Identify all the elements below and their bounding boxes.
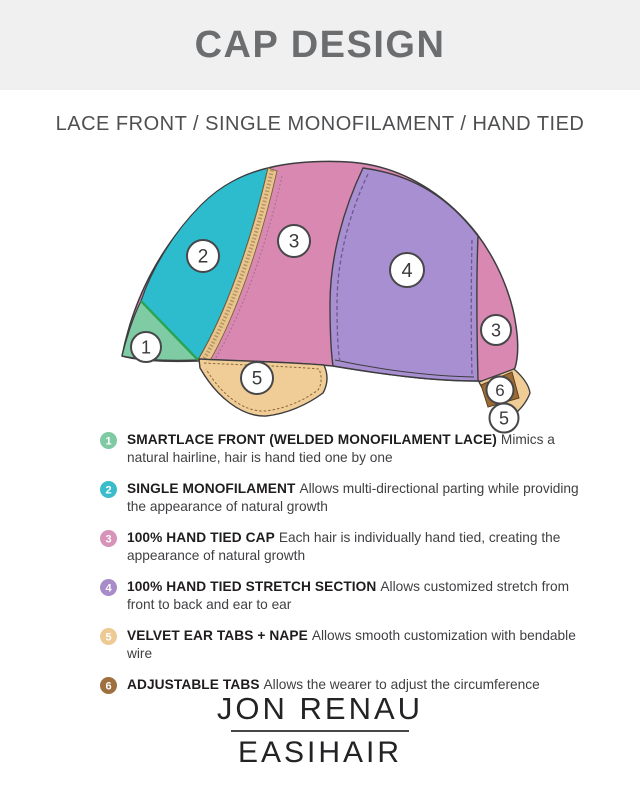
legend-bullet-4 <box>100 579 117 596</box>
legend-item-stretch-section <box>100 578 592 614</box>
legend-item-velvet-ear-tabs <box>100 627 592 663</box>
svg-text:1: 1 <box>105 435 112 448</box>
brand-divider <box>231 730 409 732</box>
legend-bullet-3 <box>100 530 117 547</box>
legend-label: VELVET EAR TABS + NAPE <box>127 628 308 643</box>
legend-bullet-5 <box>100 628 117 645</box>
svg-text:3: 3 <box>105 533 112 546</box>
brand-logo <box>0 691 640 770</box>
svg-text:4: 4 <box>401 260 413 282</box>
brand-name-bottom: EASIHAIR <box>237 736 403 769</box>
legend-description: Allows multi-directional parting while providing the appearance of natural growth <box>127 481 579 514</box>
cap-diagram <box>100 148 540 448</box>
callout-single-monofilament <box>187 240 219 272</box>
callout-adjustable-tabs <box>487 377 514 404</box>
legend-description: Each hair is individually hand tied, creating the appearance of natural growth <box>127 530 561 563</box>
svg-text:4: 4 <box>105 582 112 595</box>
callout-smartlace-front <box>131 332 161 362</box>
svg-text:6: 6 <box>105 680 112 693</box>
legend-bullet-1 <box>100 432 117 449</box>
legend-description: Allows the wearer to adjust the circumference <box>263 677 540 692</box>
svg-text:5: 5 <box>251 368 263 390</box>
header-band <box>0 0 640 90</box>
legend-item-hand-tied-cap <box>100 529 592 565</box>
legend-description: Mimics a natural hairline, hair is hand tied one by one <box>127 432 555 465</box>
callout-velvet-ear-tab <box>241 362 273 394</box>
subtitle: LACE FRONT / SINGLE MONOFILAMENT / HAND TIED <box>55 113 585 135</box>
svg-text:1: 1 <box>140 337 152 358</box>
callout-velvet-nape <box>490 404 519 433</box>
page-title: CAP DESIGN <box>194 23 446 66</box>
legend-label: SMARTLACE FRONT (WELDED MONOFILAMENT LACE) <box>127 432 497 447</box>
svg-text:3: 3 <box>288 231 300 253</box>
legend-label: 100% HAND TIED STRETCH SECTION <box>127 579 377 594</box>
legend <box>100 431 592 707</box>
legend-description: Allows smooth customization with bendable wire <box>127 628 576 661</box>
svg-text:5: 5 <box>498 408 510 429</box>
legend-label: 100% HAND TIED CAP <box>127 530 275 545</box>
legend-description: Allows customized stretch from front to back and ear to ear <box>127 579 570 612</box>
brand-name-top: JON RENAU <box>216 691 424 726</box>
callout-stretch-section <box>390 253 424 287</box>
callout-hand-tied-front <box>278 225 310 257</box>
svg-text:6: 6 <box>495 380 505 400</box>
legend-label: ADJUSTABLE TABS <box>127 677 260 692</box>
cap-diagram-svg <box>100 148 540 448</box>
legend-label: SINGLE MONOFILAMENT <box>127 481 296 496</box>
svg-text:3: 3 <box>490 320 502 341</box>
legend-bullet-2 <box>100 481 117 498</box>
callout-hand-tied-back <box>481 315 511 345</box>
svg-text:2: 2 <box>197 246 209 268</box>
svg-text:2: 2 <box>105 484 112 497</box>
legend-item-smartlace-front <box>100 431 592 467</box>
legend-item-single-monofilament <box>100 480 592 516</box>
svg-text:5: 5 <box>105 631 112 644</box>
